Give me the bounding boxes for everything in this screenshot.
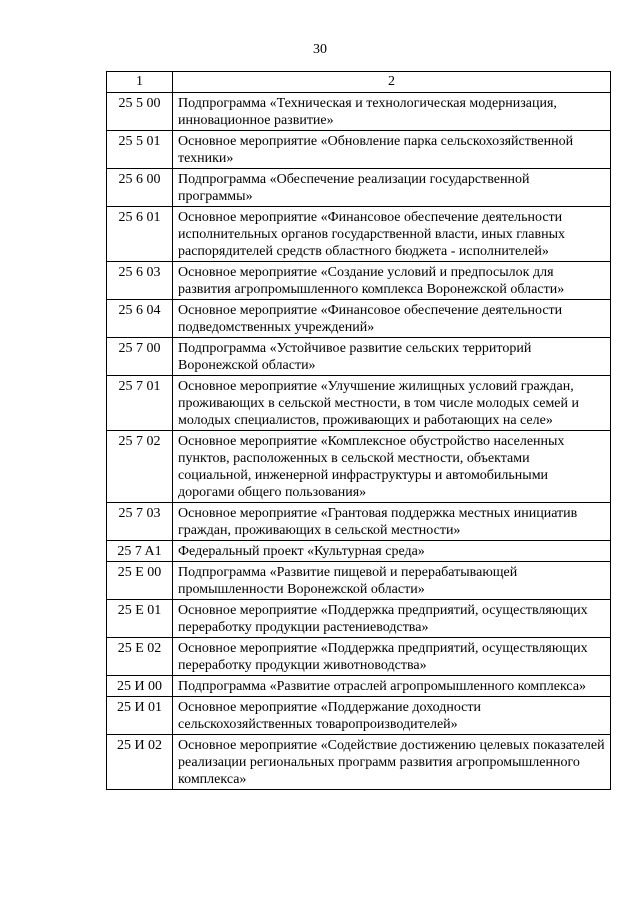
row-description: Основное мероприятие «Улучшение жилищных условий граждан, проживающих в сельской местности, в том числе молодых семей и молодых специалистов, проживающих и работающих на селе» <box>173 376 611 431</box>
row-code: 25 5 01 <box>107 131 173 169</box>
table-row <box>107 503 611 541</box>
row-description: Подпрограмма «Устойчивое развитие сельских территорий Воронежской области» <box>173 338 611 376</box>
row-description: Подпрограмма «Обеспечение реализации государственной программы» <box>173 169 611 207</box>
table-row <box>107 207 611 262</box>
row-description: Основное мероприятие «Поддержка предприятий, осуществляющих переработку продукции растениеводства» <box>173 600 611 638</box>
row-description: Основное мероприятие «Финансовое обеспечение деятельности подведомственных учреждений» <box>173 300 611 338</box>
row-code: 25 6 04 <box>107 300 173 338</box>
column-header-code: 1 <box>107 72 173 93</box>
row-description: Основное мероприятие «Комплексное обустройство населенных пунктов, расположенных в сельской местности, объектами социальной, инженерной инфраструктуры и автомобильными дорогами общего пользования» <box>173 431 611 503</box>
row-code: 25 И 01 <box>107 697 173 735</box>
row-code: 25 6 00 <box>107 169 173 207</box>
table-row <box>107 735 611 790</box>
row-code: 25 7 01 <box>107 376 173 431</box>
row-description: Подпрограмма «Развитие отраслей агропромышленного комплекса» <box>173 676 611 697</box>
row-description: Основное мероприятие «Создание условий и предпосылок для развития агропромышленного комплекса Воронежской области» <box>173 262 611 300</box>
row-code: 25 6 01 <box>107 207 173 262</box>
row-description: Федеральный проект «Культурная среда» <box>173 541 611 562</box>
row-description: Подпрограмма «Техническая и технологическая модернизация, инновационное развитие» <box>173 93 611 131</box>
row-description: Основное мероприятие «Грантовая поддержка местных инициатив граждан, проживающих в сельской местности» <box>173 503 611 541</box>
row-code: 25 7 A1 <box>107 541 173 562</box>
table-row <box>107 338 611 376</box>
table-row <box>107 638 611 676</box>
row-description: Основное мероприятие «Финансовое обеспечение деятельности исполнительных органов государственной власти, иных главных распорядителей средств областного бюджета - исполнителей» <box>173 207 611 262</box>
row-code: 25 Е 01 <box>107 600 173 638</box>
table-row <box>107 93 611 131</box>
table-row <box>107 131 611 169</box>
table-row <box>107 376 611 431</box>
table-row <box>107 431 611 503</box>
column-header-description: 2 <box>173 72 611 93</box>
row-code: 25 Е 02 <box>107 638 173 676</box>
row-code: 25 7 03 <box>107 503 173 541</box>
row-description: Основное мероприятие «Обновление парка сельскохозяйственной техники» <box>173 131 611 169</box>
page-number: 30 <box>313 42 327 57</box>
table-row <box>107 562 611 600</box>
row-description: Основное мероприятие «Поддержание доходности сельскохозяйственных товаропроизводителей» <box>173 697 611 735</box>
table-row <box>107 169 611 207</box>
table-row <box>107 676 611 697</box>
table-row <box>107 300 611 338</box>
row-code: 25 7 00 <box>107 338 173 376</box>
row-description: Основное мероприятие «Содействие достижению целевых показателей реализации региональных программ развития агропромышленного комплекса» <box>173 735 611 790</box>
row-description: Подпрограмма «Развитие пищевой и перерабатывающей промышленности Воронежской области» <box>173 562 611 600</box>
table-row <box>107 697 611 735</box>
row-code: 25 6 03 <box>107 262 173 300</box>
table-row <box>107 600 611 638</box>
row-description: Основное мероприятие «Поддержка предприятий, осуществляющих переработку продукции животноводства» <box>173 638 611 676</box>
row-code: 25 Е 00 <box>107 562 173 600</box>
table-row <box>107 541 611 562</box>
table-row <box>107 262 611 300</box>
row-code: 25 И 02 <box>107 735 173 790</box>
budget-code-table <box>106 71 611 790</box>
row-code: 25 И 00 <box>107 676 173 697</box>
row-code: 25 7 02 <box>107 431 173 503</box>
row-code: 25 5 00 <box>107 93 173 131</box>
table-header-row <box>107 72 611 93</box>
